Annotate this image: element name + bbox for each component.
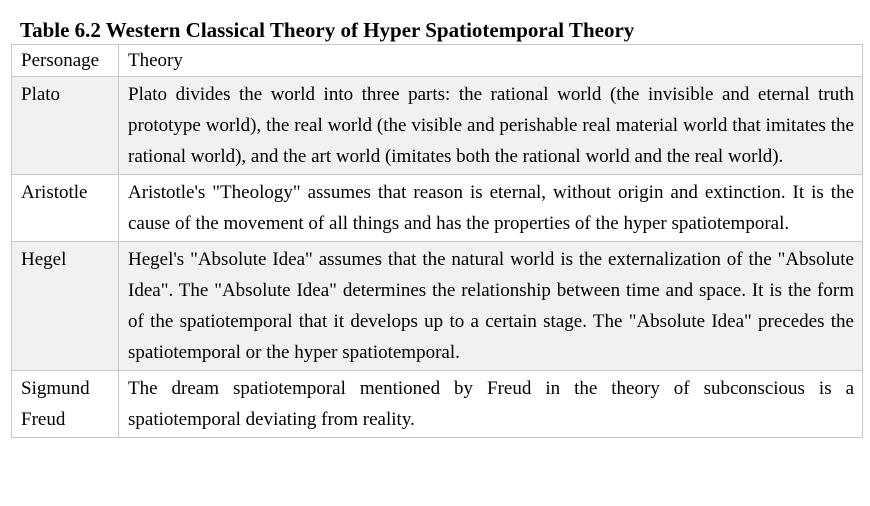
personage-cell: Hegel (12, 242, 119, 371)
theory-cell: The dream spatiotemporal mentioned by Freud in the theory of subconscious is a spatiotemporal deviating from reality. (119, 371, 863, 438)
table-caption: Table 6.2 Western Classical Theory of Hyper Spatiotemporal Theory (20, 18, 635, 42)
theory-table (11, 44, 863, 438)
personage-cell: Plato (12, 77, 119, 175)
theory-cell: Aristotle's "Theology" assumes that reason is eternal, without origin and extinction. It is the cause of the movement of all things and has the properties of the hyper spatiotemporal. (119, 175, 863, 242)
table-row-hegel (12, 242, 863, 371)
table-header-row (12, 45, 863, 77)
header-theory: Theory (119, 45, 863, 77)
header-personage: Personage (12, 45, 119, 77)
table-row-aristotle (12, 175, 863, 242)
table-row-plato (12, 77, 863, 175)
theory-cell: Plato divides the world into three parts: the rational world (the invisible and eternal truth prototype world), the real world (the visible and perishable real material world that imitates the rational world), and the art world (imitates both the rational world and the real world). (119, 77, 863, 175)
personage-cell: Sigmund Freud (12, 371, 119, 438)
table-row-freud (12, 371, 863, 438)
personage-cell: Aristotle (12, 175, 119, 242)
theory-cell: Hegel's "Absolute Idea" assumes that the natural world is the externalization of the "Absolute Idea". The "Absolute Idea" determines the relationship between time and space. It is the form of the spatiotemporal that it develops up to a certain stage. The "Absolute Idea" precedes the spatiotemporal or the hyper spatiotemporal. (119, 242, 863, 371)
